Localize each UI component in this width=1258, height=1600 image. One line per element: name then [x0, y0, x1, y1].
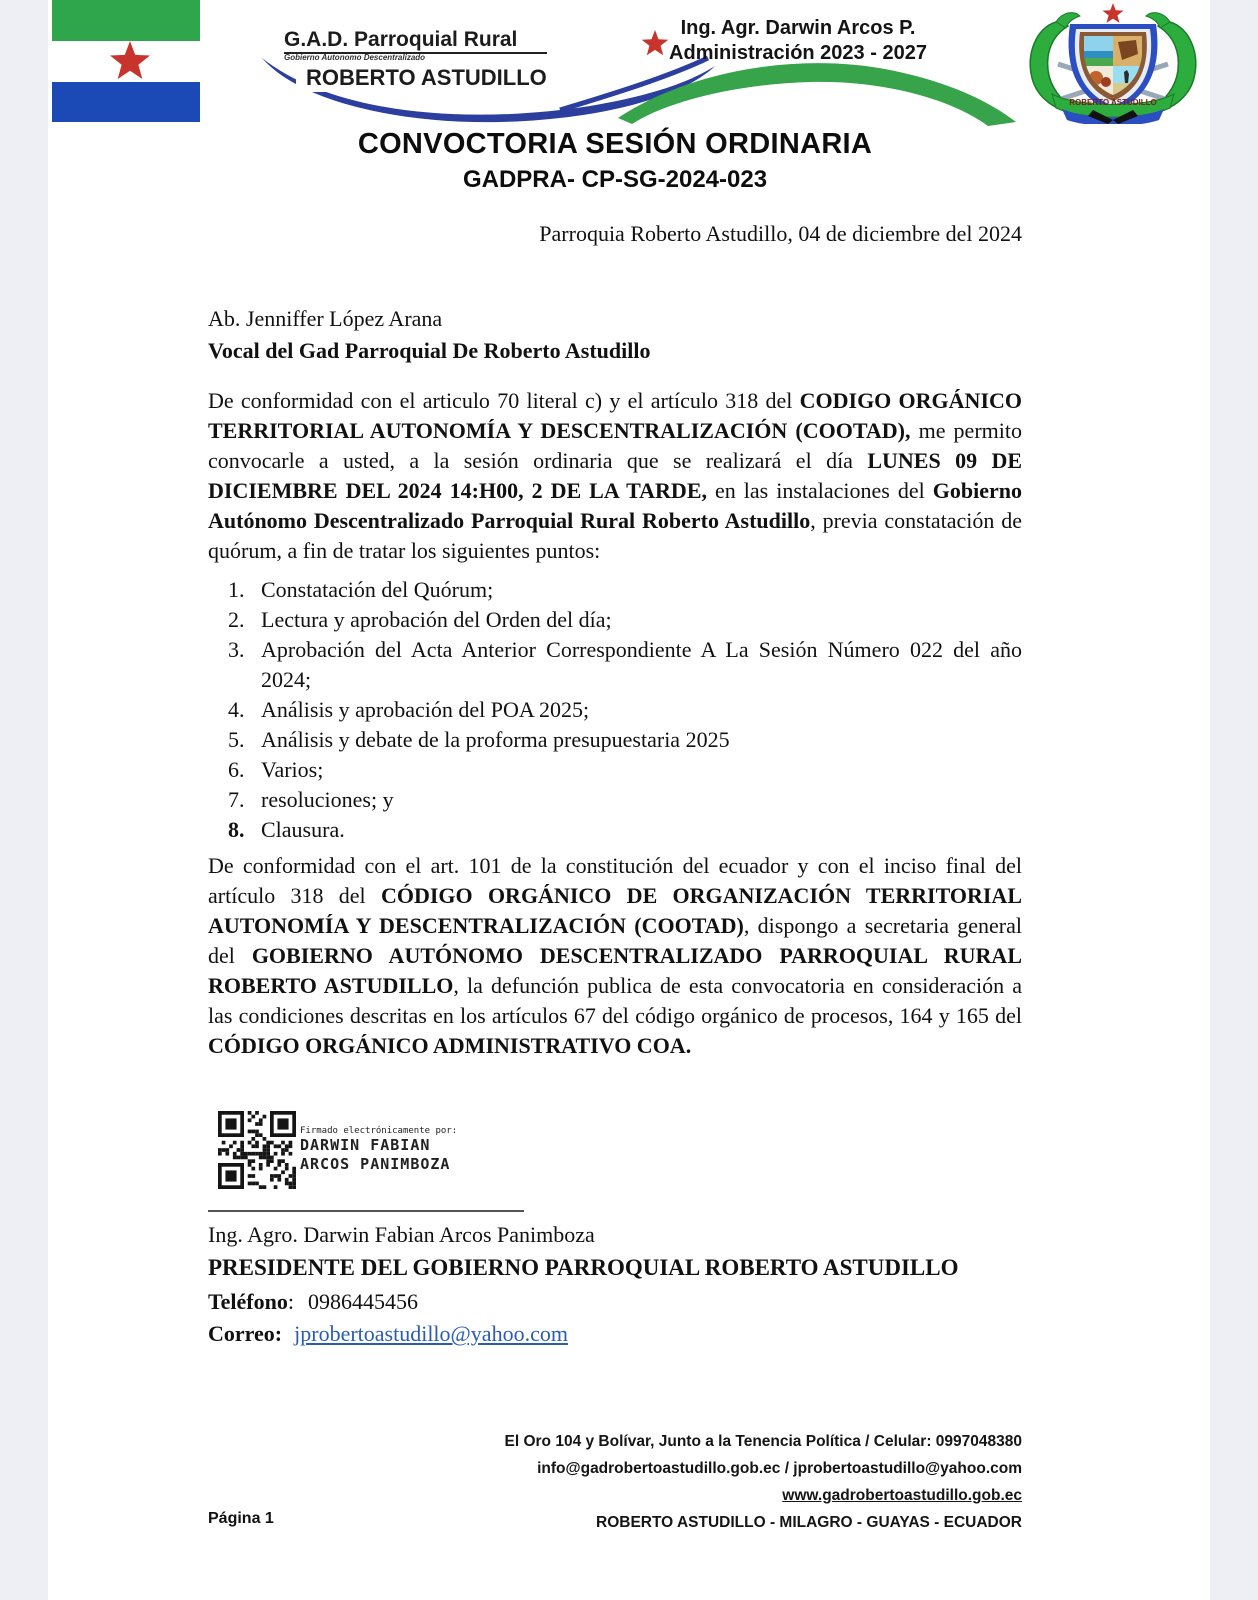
esign-name-line2: ARCOS PANIMBOZA — [300, 1155, 451, 1173]
agenda-item-number: 4. — [228, 697, 245, 722]
text-segment: me permito convocarle a usted, a la sesión ordinaria que se realizará el día — [208, 418, 1022, 473]
text-segment: Gobierno Autónomo Descentralizado Parroquial Rural Roberto Astudillo — [208, 478, 1022, 533]
recipient-title: Vocal del Gad Parroquial De Roberto Astudillo — [208, 338, 651, 363]
agenda-item — [228, 725, 1022, 755]
agenda-item-text: Clausura. — [261, 817, 345, 842]
agenda-item-text: Lectura y aprobación del Orden del día; — [261, 607, 612, 632]
text-segment: en las instalaciones del — [707, 478, 933, 503]
footer-address: El Oro 104 y Bolívar, Junto a la Tenencia Política / Celular: 0997048380 — [504, 1433, 1022, 1450]
document-page — [48, 0, 1210, 1600]
agenda-item — [228, 815, 1022, 845]
administration-period: Administración 2023 - 2027 — [669, 42, 927, 64]
emblem-star-icon — [1103, 3, 1124, 23]
paragraph-1 — [208, 386, 1022, 566]
signature-line — [208, 1210, 524, 1212]
text-segment: , la defunción publica de esta convocatoria en consideración a las condiciones descritas en los artículos 67 del código orgánico de procesos, 164 y 165 del — [208, 973, 1022, 1028]
phone-value: 0986445456 — [307, 1289, 418, 1314]
agenda-item-number: 3. — [228, 637, 245, 662]
administration-block — [628, 16, 968, 66]
footer-website-link[interactable]: www.gadrobertoastudillo.gob.ec — [782, 1487, 1022, 1504]
agenda-item — [228, 785, 1022, 815]
agenda-item-text: Análisis y debate de la proforma presupuestaria 2025 — [261, 727, 730, 752]
agenda-item-number: 2. — [228, 607, 245, 632]
phone-colon: : — [287, 1289, 294, 1314]
gad-logo-subtitle: Gobierno Autonomo Descentralizado — [284, 53, 426, 62]
agenda-list — [228, 575, 1022, 845]
esign-caption — [300, 1126, 457, 1174]
paragraph-2 — [208, 851, 1022, 1061]
email-link[interactable]: jprobertoastudillo@yahoo.com — [294, 1321, 568, 1346]
agenda-item — [228, 635, 1022, 695]
flag-green-stripe — [52, 0, 200, 41]
recipient-block — [208, 303, 1022, 367]
agenda-item-text: Constatación del Quórum; — [261, 577, 494, 602]
agenda-item — [228, 575, 1022, 605]
gad-logo-title: G.A.D. Parroquial Rural — [284, 28, 547, 54]
agenda-item — [228, 755, 1022, 785]
agenda-item-number: 1. — [228, 577, 245, 602]
phone-label: Teléfono — [208, 1289, 288, 1314]
agenda-item-number: 7. — [228, 787, 245, 812]
document-reference: GADPRA- CP-SG-2024-023 — [462, 166, 768, 193]
document-title: CONVOCTORIA SESIÓN ORDINARIA — [357, 128, 873, 160]
recipient-name: Ab. Jenniffer López Arana — [208, 306, 443, 331]
text-segment: GOBIERNO AUTÓNOMO DESCENTRALIZADO PARROQUIAL RURAL ROBERTO ASTUDILLO — [208, 943, 1022, 998]
letterhead-footer — [208, 1428, 1022, 1536]
text-segment: , previa constatación de quórum, a fin de tratar los siguientes puntos: — [208, 508, 1022, 563]
agenda-item-text: Análisis y aprobación del POA 2025; — [261, 697, 590, 722]
signer-name: Ing. Agro. Darwin Fabian Arcos Panimboza — [208, 1222, 595, 1247]
signer-role: PRESIDENTE DEL GOBIERNO PARROQUIAL ROBERTO ASTUDILLO — [208, 1255, 959, 1280]
agenda-item-text: resoluciones; y — [261, 787, 394, 812]
signer-email-row — [208, 1321, 1022, 1347]
title-block — [208, 128, 1022, 194]
parish-coat-of-arms — [1018, 2, 1208, 124]
gad-logo-name: ROBERTO ASTUDILLO — [296, 64, 557, 92]
esign-name-line1: DARWIN FABIAN — [300, 1136, 431, 1154]
signer-phone-row — [208, 1289, 1022, 1315]
esign-label: Firmado electrónicamente por: — [300, 1126, 458, 1136]
agenda-item — [228, 695, 1022, 725]
text-segment: De conformidad con el art. 101 de la constitución del ecuador y con el inciso final del artículo 318 del — [208, 853, 1022, 908]
electronic-signature-qr-code — [218, 1111, 296, 1189]
footer-emails: info@gadrobertoastudillo.gob.ec / jprobertoastudillo@yahoo.com — [537, 1460, 1022, 1477]
agenda-item-number: 8. — [228, 817, 245, 842]
flag-blue-stripe — [52, 82, 200, 122]
text-segment: De conformidad con el articulo 70 literal c) y el artículo 318 del — [208, 388, 800, 413]
text-segment: CÓDIGO ORGÁNICO ADMINISTRATIVO COA. — [208, 1033, 692, 1058]
footer-location: ROBERTO ASTUDILLO - MILAGRO - GUAYAS - ECUADOR — [596, 1514, 1022, 1531]
administrator-name: Ing. Agr. Darwin Arcos P. — [680, 17, 916, 39]
emblem-banner-text: ROBERTO ASTUDILLO — [1069, 98, 1157, 107]
dateline: Parroquia Roberto Astudillo, 04 de diciembre del 2024 — [539, 221, 1022, 246]
parish-flag — [52, 0, 200, 122]
agenda-item — [228, 605, 1022, 635]
email-label: Correo: — [208, 1321, 283, 1346]
agenda-item-number: 5. — [228, 727, 245, 752]
agenda-item-number: 6. — [228, 757, 245, 782]
agenda-item-text: Aprobación del Acta Anterior Correspondiente A La Sesión Número 022 del año 2024; — [261, 637, 1022, 692]
text-segment: , dispongo a secretaria general del — [208, 913, 1022, 968]
gad-logo-block — [284, 28, 557, 92]
text-segment: CODIGO ORGÁNICO TERRITORIAL AUTONOMÍA Y DESCENTRALIZACIÓN (COOTAD), — [208, 388, 1023, 443]
agenda-item-text: Varios; — [261, 757, 324, 782]
text-segment: CÓDIGO ORGÁNICO DE ORGANIZACIÓN TERRITORIAL AUTONOMÍA Y DESCENTRALIZACIÓN (COOTAD) — [208, 883, 1022, 938]
page-number: Página 1 — [208, 1510, 274, 1527]
text-segment: LUNES 09 DE DICIEMBRE DEL 2024 14:H00, 2 DE LA TARDE, — [208, 448, 1023, 503]
